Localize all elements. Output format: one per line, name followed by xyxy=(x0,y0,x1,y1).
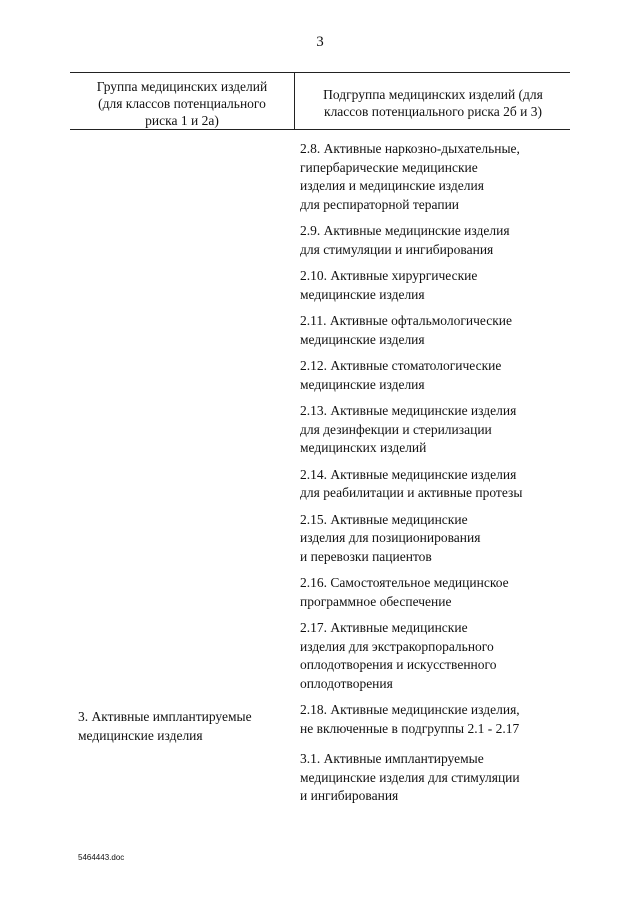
table-top-rule xyxy=(70,72,570,73)
subgroup-2-13: 2.13. Активные медицинские изделия для дезинфекции и стерилизации медицинских изделий xyxy=(300,403,517,455)
header-group-column: Группа медицинских изделий (для классов потенциального риска 1 и 2а) xyxy=(96,79,268,128)
page-number: 3 xyxy=(316,34,324,50)
subgroup-2-14: 2.14. Активные медицинские изделия для реабилитации и активные протезы xyxy=(300,466,523,500)
header-subgroup-column: Подгруппа медицинских изделий (для классов потенциального риска 2б и 3) xyxy=(323,87,543,119)
subgroup-2-12: 2.12. Активные стоматологические медицинские изделия xyxy=(300,358,502,392)
subgroup-list-2 xyxy=(300,140,568,814)
subgroup-2-18: 2.18. Активные медицинские изделия, не включенные в подгруппы 2.1 - 2.17 xyxy=(300,702,520,736)
subgroup-2-11: 2.11. Активные офтальмологические медицинские изделия xyxy=(300,313,512,347)
header-column-divider xyxy=(294,72,295,129)
subgroup-2-9: 2.9. Активные медицинские изделия для стимуляции и ингибирования xyxy=(300,223,510,257)
document-filename: 5464443.doc xyxy=(78,853,125,862)
subgroup-2-16: 2.16. Самостоятельное медицинское программное обеспечение xyxy=(300,575,509,609)
subgroup-2-10: 2.10. Активные хирургические медицинские изделия xyxy=(300,268,478,302)
header-bottom-rule xyxy=(70,129,570,130)
subgroup-2-8: 2.8. Активные наркозно-дыхательные, гипербарические медицинские изделия и медицинские изделия для респираторной терапии xyxy=(300,141,520,212)
subgroup-2-17: 2.17. Активные медицинские изделия для экстракорпорального оплодотворения и искусственного оплодотворения xyxy=(300,620,497,691)
group-3-label: 3. Активные имплантируемые медицинские изделия xyxy=(78,709,252,743)
subgroup-2-15: 2.15. Активные медицинские изделия для позиционирования и перевозки пациентов xyxy=(300,511,481,564)
subgroup-3-1: 3.1. Активные имплантируемые медицинские изделия для стимуляции и ингибирования xyxy=(300,751,520,803)
group-3-cell xyxy=(78,708,292,753)
